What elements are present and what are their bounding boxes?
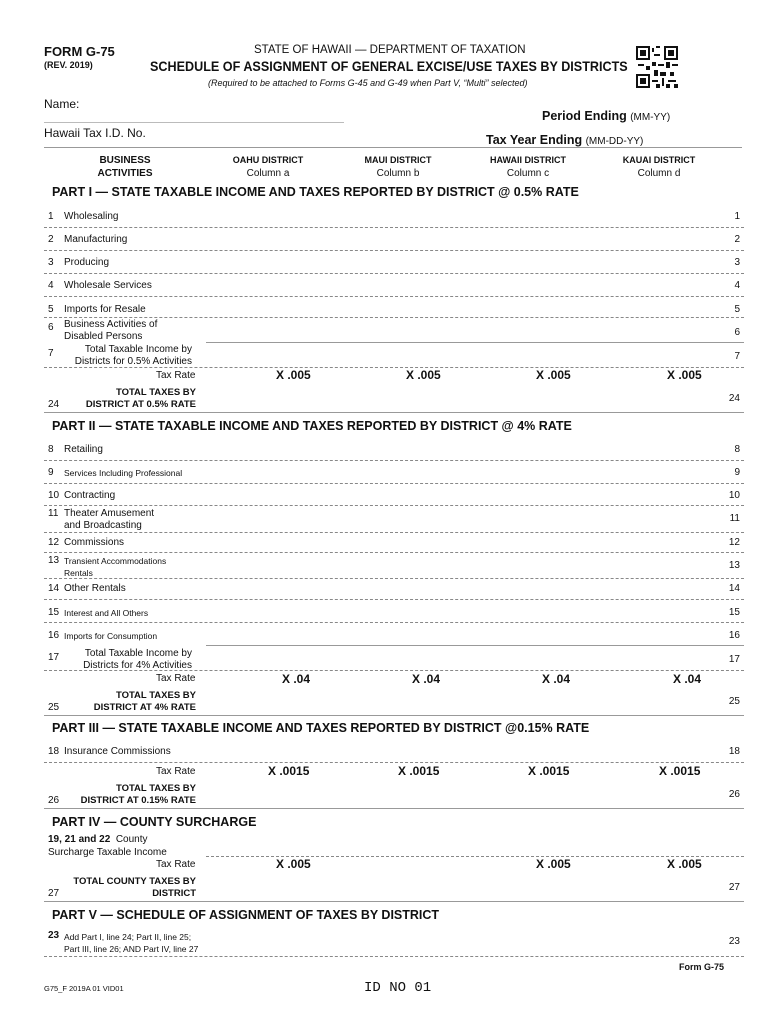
line-23-label-l1: Add Part I, line 24; Part II, line 25; (64, 932, 192, 942)
line-6-num: 6 (48, 322, 54, 333)
line-18-end: 18 (728, 746, 740, 757)
line-9-end: 9 (734, 467, 740, 478)
part2-tax-rate-label: Tax Rate (156, 673, 196, 684)
part4-rate-d: X .005 (667, 857, 702, 871)
col-c-l1: HAWAII DISTRICT (490, 155, 566, 165)
line-16-label: Imports for Consumption (64, 631, 158, 641)
col-b-l1: MAUI DISTRICT (364, 155, 432, 165)
line-27-label (64, 876, 196, 900)
line-17-end: 17 (728, 654, 740, 665)
period-ending-format: (MM-YY) (630, 112, 671, 123)
line-19-21-22-label (48, 833, 167, 859)
part2-rate-d: X .04 (673, 672, 702, 686)
line-1-num: 1 (48, 211, 54, 222)
line-11-label (64, 508, 154, 532)
line-26-label (64, 783, 196, 807)
line-14-rule (44, 599, 744, 600)
line-3-label: Producing (64, 257, 110, 268)
line-24-rule (44, 412, 744, 413)
part1-rate-a: X .005 (276, 368, 311, 382)
line-25-label-l1: TOTAL TAXES BY (115, 690, 196, 701)
line-18-rule (44, 762, 744, 763)
form-subtitle: (Required to be attached to Forms G-45 and G-49 when Part V, “Multi” selected) (208, 78, 528, 88)
taxid-label: Hawaii Tax I.D. No. (44, 126, 146, 140)
line-2-num: 2 (48, 234, 54, 245)
line-5-label: Imports for Resale (64, 304, 146, 315)
line-27-rule (44, 901, 744, 902)
line-8-rule (44, 460, 744, 461)
line-24-num: 24 (48, 399, 60, 410)
part2-rate-b: X .04 (412, 672, 441, 686)
line-10-label: Contracting (64, 490, 116, 501)
line-23-rule (44, 956, 744, 957)
part4-title: PART IV — COUNTY SURCHARGE (52, 815, 257, 829)
line-11-num: 11 (48, 508, 59, 519)
line-26-rule (44, 808, 744, 809)
line-13-num: 13 (48, 555, 60, 566)
line-19-21-22-county: County (115, 834, 148, 845)
line-5-rule (44, 317, 744, 318)
line-13-end: 13 (728, 560, 740, 571)
part3-rate-a: X .0015 (268, 764, 310, 778)
part2-title: PART II — STATE TAXABLE INCOME AND TAXES REPORTED BY DISTRICT @ 4% RATE (52, 419, 572, 433)
line-27-label-l1: TOTAL COUNTY TAXES BY (73, 876, 196, 887)
line-18-label: Insurance Commissions (64, 746, 171, 757)
line-19-21-22-l1 (48, 833, 167, 846)
form-id: FORM G-75 (44, 44, 115, 59)
form-title: SCHEDULE OF ASSIGNMENT OF GENERAL EXCISE/USE TAXES BY DISTRICTS (150, 58, 628, 74)
col-activities-l2: ACTIVITIES (97, 168, 153, 179)
part3-rate-b: X .0015 (398, 764, 440, 778)
part1-title: PART I — STATE TAXABLE INCOME AND TAXES REPORTED BY DISTRICT @ 0.5% RATE (52, 185, 579, 199)
footer-code: G75_F 2019A 01 VID01 (44, 984, 124, 993)
line-11-label-l2: and Broadcasting (64, 520, 142, 531)
part1-rate-b: X .005 (406, 368, 441, 382)
form-revision: (REV. 2019) (44, 60, 93, 70)
line-1-end: 1 (734, 211, 740, 222)
line-25-num: 25 (48, 702, 60, 713)
line-23-label (64, 931, 198, 955)
line-8-num: 8 (48, 444, 54, 455)
period-ending-label (542, 109, 670, 123)
line-26-label-l1: TOTAL TAXES BY (115, 783, 196, 794)
tax-year-ending-label (486, 133, 643, 147)
line-11-rule (44, 532, 744, 533)
line-24-end: 24 (728, 393, 740, 404)
line-7-label (74, 344, 192, 368)
footer-id: ID NO 01 (364, 980, 432, 996)
line-1-rule (44, 227, 744, 228)
part1-rate-d: X .005 (667, 368, 702, 382)
line-26-end: 26 (728, 789, 740, 800)
col-a-header (218, 154, 318, 180)
line-6-rule (206, 342, 744, 343)
line-7-label-l2: Districts for 0.5% Activities (74, 356, 192, 367)
col-d-l1: KAUAI DISTRICT (622, 155, 696, 165)
line-24-label-l1: TOTAL TAXES BY (115, 387, 196, 398)
header-rule (44, 147, 742, 148)
line-25-rule (44, 715, 744, 716)
line-2-rule (44, 250, 744, 251)
line-10-end: 10 (728, 490, 740, 501)
line-5-end: 5 (734, 304, 740, 315)
line-12-label: Commissions (64, 537, 125, 548)
col-c-header (478, 154, 578, 180)
line-16-rule (206, 645, 744, 646)
line-14-end: 14 (728, 583, 740, 594)
line-7-label-l1: Total Taxable Income by (84, 344, 192, 355)
line-4-label: Wholesale Services (64, 280, 152, 291)
line-24-label-l2: DISTRICT AT 0.5% RATE (85, 399, 196, 410)
footer-form-label: Form G-75 (678, 962, 724, 972)
line-9-label: Services Including Professional (64, 468, 183, 478)
line-14-label: Other Rentals (64, 583, 126, 594)
line-16-num: 16 (48, 630, 60, 641)
part4-tax-rate-label: Tax Rate (156, 859, 196, 870)
line-9-rule (44, 483, 744, 484)
line-13-label (64, 555, 166, 579)
line-19-21-22-num: 19, 21 and 22 (48, 834, 111, 845)
col-activities-header (80, 154, 170, 180)
part4-rate-c: X .005 (536, 857, 571, 871)
line-6-end: 6 (734, 327, 740, 338)
line-27-end: 27 (728, 882, 740, 893)
line-12-num: 12 (48, 537, 60, 548)
line-12-end: 12 (728, 537, 740, 548)
qr-code-icon (636, 46, 678, 88)
tax-year-ending-text: Tax Year Ending (486, 133, 583, 147)
name-label: Name: (44, 97, 80, 111)
part3-title: PART III — STATE TAXABLE INCOME AND TAXES REPORTED BY DISTRICT @0.15% RATE (52, 721, 590, 735)
part2-rate-c: X .04 (542, 672, 571, 686)
line-15-rule (44, 622, 744, 623)
line-24-label (64, 387, 196, 411)
col-b-header (348, 154, 448, 180)
line-23-num: 23 (48, 930, 60, 941)
line-27-label-l2: DISTRICT (152, 888, 196, 899)
col-d-l2: Column d (637, 168, 681, 179)
line-17-label (74, 648, 192, 672)
line-23-label-l2: Part III, line 26; AND Part IV, line 27 (64, 944, 199, 954)
line-17-label-l2: Districts for 4% Activities (83, 660, 192, 671)
line-13-label-l1: Transient Accommodations (64, 556, 167, 566)
line-26-label-l2: DISTRICT AT 0.15% RATE (80, 795, 196, 806)
col-a-l1: OAHU DISTRICT (232, 155, 304, 165)
line-4-end: 4 (734, 280, 740, 291)
line-15-num: 15 (48, 607, 60, 618)
line-15-end: 15 (728, 607, 740, 618)
line-3-rule (44, 273, 744, 274)
line-16-end: 16 (728, 630, 740, 641)
part2-rate-a: X .04 (282, 672, 311, 686)
col-c-l2: Column c (506, 168, 550, 179)
line-9-num: 9 (48, 467, 54, 478)
period-ending-text: Period Ending (542, 109, 627, 123)
agency-title: STATE OF HAWAII — DEPARTMENT OF TAXATION (254, 44, 526, 56)
part5-title: PART V — SCHEDULE OF ASSIGNMENT OF TAXES BY DISTRICT (52, 908, 440, 922)
col-b-l2: Column b (376, 168, 420, 179)
line-11-end: 11 (729, 513, 740, 524)
line-4-rule (44, 296, 744, 297)
name-line[interactable] (44, 122, 344, 123)
line-7-rule (44, 367, 744, 368)
line-25-label-l2: DISTRICT AT 4% RATE (93, 702, 196, 713)
line-13-rule (44, 578, 744, 579)
part4-rate-a: X .005 (276, 857, 311, 871)
line-7-num: 7 (48, 348, 54, 359)
line-17-num: 17 (48, 652, 60, 663)
tax-year-ending-format: (MM-DD-YY) (585, 136, 644, 147)
line-26-num: 26 (48, 795, 60, 806)
line-10-num: 10 (48, 490, 60, 501)
line-6-label-l2: Disabled Persons (64, 331, 143, 342)
part1-tax-rate-label: Tax Rate (156, 370, 196, 381)
line-5-num: 5 (48, 304, 54, 315)
line-2-label: Manufacturing (64, 234, 128, 245)
part3-rate-c: X .0015 (528, 764, 570, 778)
line-6-label (64, 319, 157, 343)
col-a-l2: Column a (246, 168, 290, 179)
line-8-end: 8 (734, 444, 740, 455)
part3-tax-rate-label: Tax Rate (156, 766, 196, 777)
line-17-label-l1: Total Taxable Income by (84, 648, 192, 659)
line-23-end: 23 (728, 936, 740, 947)
line-11-label-l1: Theater Amusement (64, 508, 155, 519)
line-2-end: 2 (734, 234, 740, 245)
line-25-label (64, 690, 196, 714)
col-d-header (609, 154, 709, 180)
line-10-rule (44, 505, 744, 506)
line-14-num: 14 (48, 583, 60, 594)
line-12-rule (44, 552, 744, 553)
part3-rate-d: X .0015 (659, 764, 701, 778)
line-18-num: 18 (48, 746, 60, 757)
line-4-num: 4 (48, 280, 54, 291)
line-13-label-l2: Rentals (64, 568, 93, 578)
line-27-num: 27 (48, 888, 60, 899)
line-7-end: 7 (734, 351, 740, 362)
line-15-label: Interest and All Others (64, 608, 149, 618)
line-6-label-l1: Business Activities of (64, 319, 158, 330)
line-17-rule (44, 670, 744, 671)
line-1-label: Wholesaling (64, 211, 119, 222)
col-activities-l1: BUSINESS (99, 155, 151, 166)
line-3-end: 3 (734, 257, 740, 268)
line-8-label: Retailing (64, 444, 103, 455)
line-3-num: 3 (48, 257, 54, 268)
part1-rate-c: X .005 (536, 368, 571, 382)
line-19-21-22-l2: Surcharge Taxable Income (48, 847, 167, 858)
line-25-end: 25 (728, 696, 740, 707)
